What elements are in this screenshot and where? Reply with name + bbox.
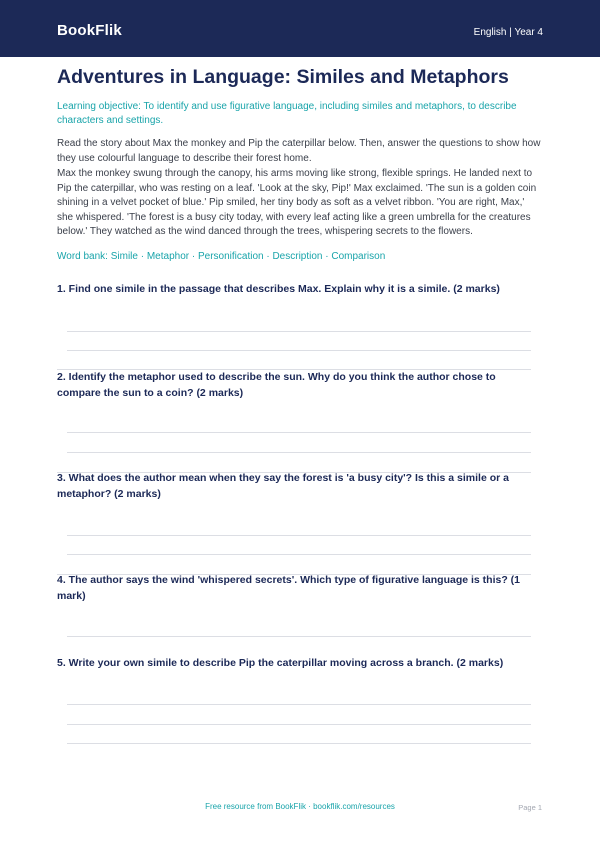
answer-line[interactable]	[67, 743, 531, 744]
answer-line[interactable]	[67, 535, 531, 536]
story-passage: Max the monkey swung through the canopy, his arms moving like strong, flexible springs. He landed next to Pip the caterpillar, who was resting on a leaf. 'Look at the sky, Pip!' Max exclaimed. 'The sun is a golden coin shining in a velvet pocket of blue.' Pip smiled, her tiny body as soft as a velvet ribbon. 'You are right, Max,' she whispered. 'The forest is a busy city today, with every leaf acting like a green umbrella for the creatures below.' They watched as the wind danced through the trees, whispering secrets to the flowers.	[57, 168, 537, 238]
page-title: Adventures in Language: Similes and Metaphors	[57, 66, 509, 88]
brand-logo: BookFlik	[57, 22, 122, 39]
instructions-paragraph: Read the story about Max the monkey and Pip the caterpillar below. Then, answer the questions to show how they use colourful language to describe their forest home.	[57, 138, 541, 164]
answer-line[interactable]	[67, 331, 531, 332]
answer-line[interactable]	[67, 350, 531, 351]
answer-line[interactable]	[67, 724, 531, 725]
answer-line[interactable]	[67, 554, 531, 555]
question-1: 1. Find one simile in the passage that describes Max. Explain why it is a simile. (2 marks)	[57, 283, 500, 295]
word-bank: Word bank: Simile · Metaphor · Personification · Description · Comparison	[57, 251, 386, 262]
answer-line[interactable]	[67, 704, 531, 705]
page-header	[0, 0, 600, 57]
question-5: 5. Write your own simile to describe Pip the caterpillar moving across a branch. (2 marks)	[57, 657, 504, 669]
answer-line[interactable]	[67, 432, 531, 433]
question-4: 4. The author says the wind 'whispered secrets'. Which type of figurative language is this? (1 mark)	[57, 574, 521, 602]
question-2: 2. Identify the metaphor used to describe the sun. Why do you think the author chose to compare the sun to a coin? (2 marks)	[57, 371, 496, 399]
learning-objective: Learning objective: To identify and use figurative language, including similes and metaphors, to describe characters and settings.	[57, 101, 517, 126]
question-3: 3. What does the author mean when they say the forest is 'a busy city'? Is this a simile or a metaphor? (2 marks)	[57, 472, 509, 500]
page-number: Page 1	[518, 803, 542, 812]
answer-line[interactable]	[67, 636, 531, 637]
footer-credit: Free resource from BookFlik · bookflik.com/resources	[205, 802, 395, 811]
subject-year-label: English | Year 4	[473, 27, 543, 38]
answer-line[interactable]	[67, 452, 531, 453]
